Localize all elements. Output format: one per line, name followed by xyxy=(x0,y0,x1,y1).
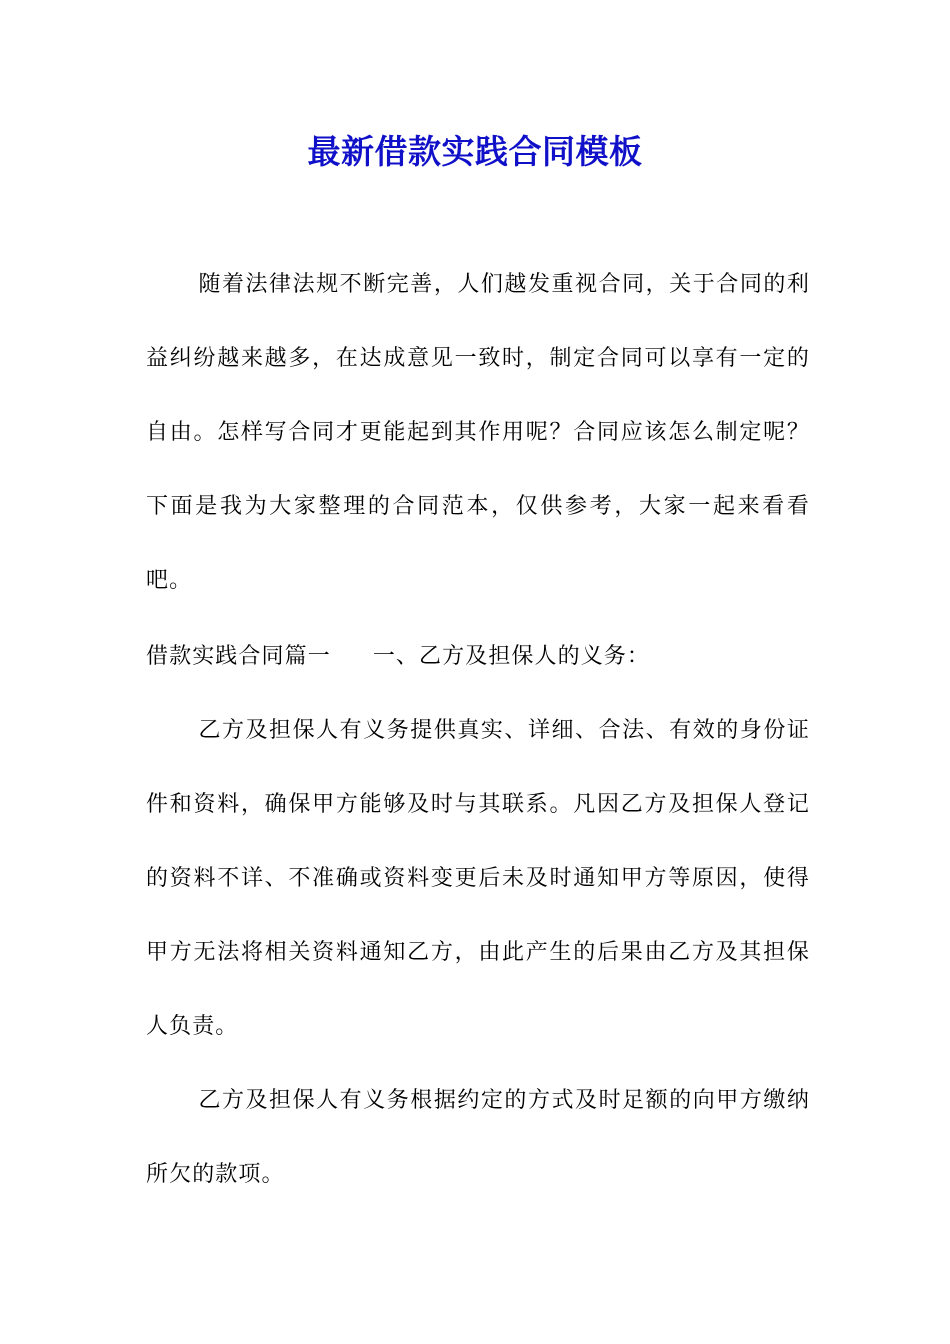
intro-paragraph xyxy=(146,248,810,618)
clause-heading: 一、乙方及担保人的义务： xyxy=(372,644,651,669)
clause-paragraph-2 xyxy=(146,1064,810,1212)
intro-paragraph-text: 随着法律法规不断完善，人们越发重视合同，关于合同的利益纠纷越来越多，在达成意见一致时，制定合同可以享有一定的自由。怎样写合同才更能起到其作用呢？合同应该怎么制定呢？下面是我为大家整理的合同范本，仅供参考，大家一起来看看吧。 xyxy=(146,272,810,593)
clause-paragraph-2-text: 乙方及担保人有义务根据约定的方式及时足额的向甲方缴纳所欠的款项。 xyxy=(146,1088,810,1187)
clause-paragraph-1 xyxy=(146,694,810,1064)
section-label: 借款实践合同篇一 xyxy=(146,644,331,669)
document-title: 最新借款实践合同模板 xyxy=(307,132,643,171)
clause-paragraph-1-text: 乙方及担保人有义务提供真实、详细、合法、有效的身份证件和资料，确保甲方能够及时与其联系。凡因乙方及担保人登记的资料不详、不准确或资料变更后未及时通知甲方等原因，使得甲方无法将相关资料通知乙方，由此产生的后果由乙方及其担保人负责。 xyxy=(146,718,810,1039)
section-heading-line xyxy=(146,620,650,694)
